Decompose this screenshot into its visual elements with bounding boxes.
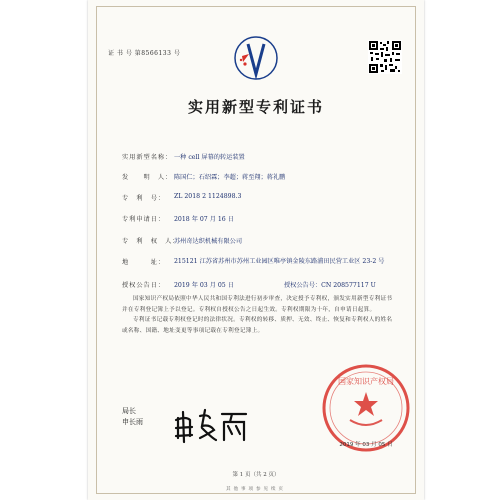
field-value: 215121 江苏省苏州市苏州工业园区唯亭镇金陵东路浦田民营工业区 23-2 号	[174, 258, 385, 265]
field-label: 专 利 号：	[122, 195, 166, 202]
official-seal-icon	[320, 362, 412, 454]
certificate-number: 证 书 号 第8566133 号	[108, 50, 181, 57]
field-value: 一种 cell 屏幕的转运装置	[174, 154, 245, 161]
field-filing-date	[122, 214, 234, 223]
body-paragraph: 专利证书记载专利权登记时的法律状况。专利权的转移、质押、无效、终止、恢复和专利权人的姓名或名称、国籍、地址变更等事项记载在专利登记簿上。	[122, 317, 393, 334]
announcement-number-value: 授权公告号：CN 208577117 U	[284, 282, 376, 289]
field-utility-model-name	[122, 152, 245, 161]
field-patentee	[122, 236, 242, 245]
seal-text: 国家知识产权局	[338, 377, 394, 386]
field-inventors	[122, 172, 285, 181]
qr-code-icon	[368, 40, 402, 74]
field-grant-date	[122, 280, 234, 289]
field-label: 发 明 人：	[122, 174, 173, 181]
certificate-sheet	[88, 0, 424, 500]
field-label: 地 址：	[122, 259, 166, 266]
field-label: 专 利 权 人：	[122, 238, 180, 245]
patent-office-logo-icon	[232, 34, 280, 82]
handwritten-signature	[172, 404, 252, 444]
signatory-title: 局长	[122, 407, 136, 415]
footer-note: 其他事项参见续页	[226, 487, 286, 492]
field-patent-number	[122, 193, 241, 202]
signatory-name: 申长雨	[122, 418, 143, 426]
certificate-body	[122, 294, 398, 336]
field-value: 陈国仁；石绍霖；李超；蒋至翔；蒋礼鹏	[174, 174, 286, 181]
field-label: 实用新型名称：	[122, 154, 173, 161]
field-value: 2019 年 03 月 05 日	[174, 282, 234, 289]
field-value: ZL 2018 2 1124898.3	[174, 193, 242, 200]
field-label: 授权公告日：	[122, 282, 166, 289]
field-label: 专利申请日：	[122, 216, 166, 223]
field-value: 2018 年 07 月 16 日	[174, 216, 234, 223]
field-address	[122, 257, 394, 266]
signatory-block	[122, 406, 143, 428]
field-value: 苏州奇达织机械有限公司	[174, 238, 243, 245]
page-number: 第 1 页（共 2 页）	[232, 472, 280, 478]
seal-date: 2019 年 03 月 05 日	[339, 442, 393, 448]
announcement-number	[284, 280, 376, 289]
body-paragraph: 国家知识产权局依照中华人民共和国专利法进行初步审查，决定授予专利权，颁发实用新型专利证书并在专利登记簿上予以登记。专利权自授权公告之日起生效。专利权期限为十年，自申请日起算。	[122, 296, 393, 313]
certificate-title: 实用新型专利证书	[187, 98, 324, 116]
